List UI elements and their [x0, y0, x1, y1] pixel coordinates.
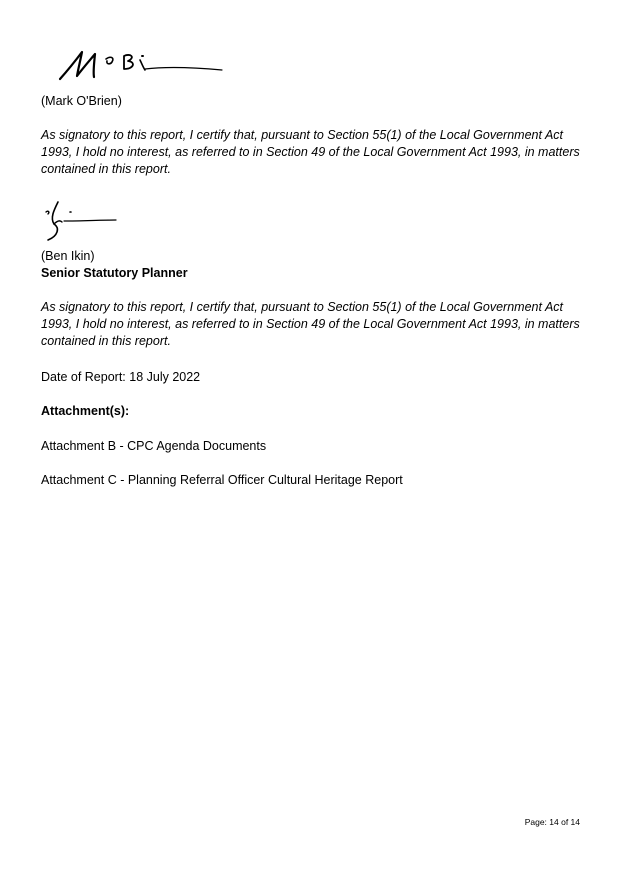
report-date: Date of Report: 18 July 2022 — [41, 370, 201, 384]
signature-ben-ikin — [38, 198, 128, 244]
signatory-2-name: (Ben Ikin) — [41, 249, 95, 263]
attachment-item: Attachment C - Planning Referral Officer Cultural Heritage Report — [41, 473, 403, 487]
attachment-item: Attachment B - CPC Agenda Documents — [41, 439, 267, 453]
signature-mark-obrien — [50, 44, 230, 86]
page-number: Page: 14 of 14 — [524, 817, 580, 827]
signatory-2-certification: As signatory to this report, I certify that, pursuant to Section 55(1) of the Local Government Act 1993, I hold no interest, as referred to in Section 49 of the Local Government Act 1993, in matters contained in this report. — [41, 300, 580, 348]
signatory-1-name: (Mark O'Brien) — [41, 94, 122, 108]
signatory-1-certification: As signatory to this report, I certify that, pursuant to Section 55(1) of the Local Government Act 1993, I hold no interest, as referred to in Section 49 of the Local Government Act 1993, in matters contained in this report. — [41, 128, 580, 176]
signatory-2-title: Senior Statutory Planner — [41, 266, 188, 280]
attachments-heading: Attachment(s): — [41, 404, 130, 418]
